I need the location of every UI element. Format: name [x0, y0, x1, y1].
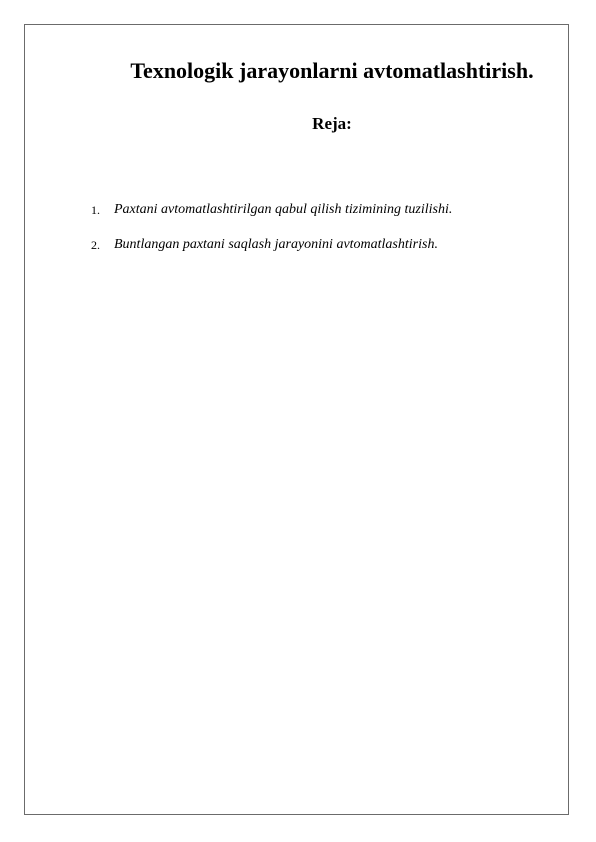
page-border	[24, 24, 569, 815]
plan-item-text: Buntlangan paxtani saqlash jarayonini avtomatlashtirish.	[114, 237, 438, 252]
plan-item-number: 2.	[91, 238, 100, 252]
plan-item-number: 1.	[91, 203, 100, 217]
plan-heading: Reja:	[312, 114, 352, 133]
document-title: Texnologik jarayonlarni avtomatlashtirish.	[130, 58, 534, 83]
plan-item-text: Paxtani avtomatlashtirilgan qabul qilish tizimining tuzilishi.	[114, 202, 453, 217]
